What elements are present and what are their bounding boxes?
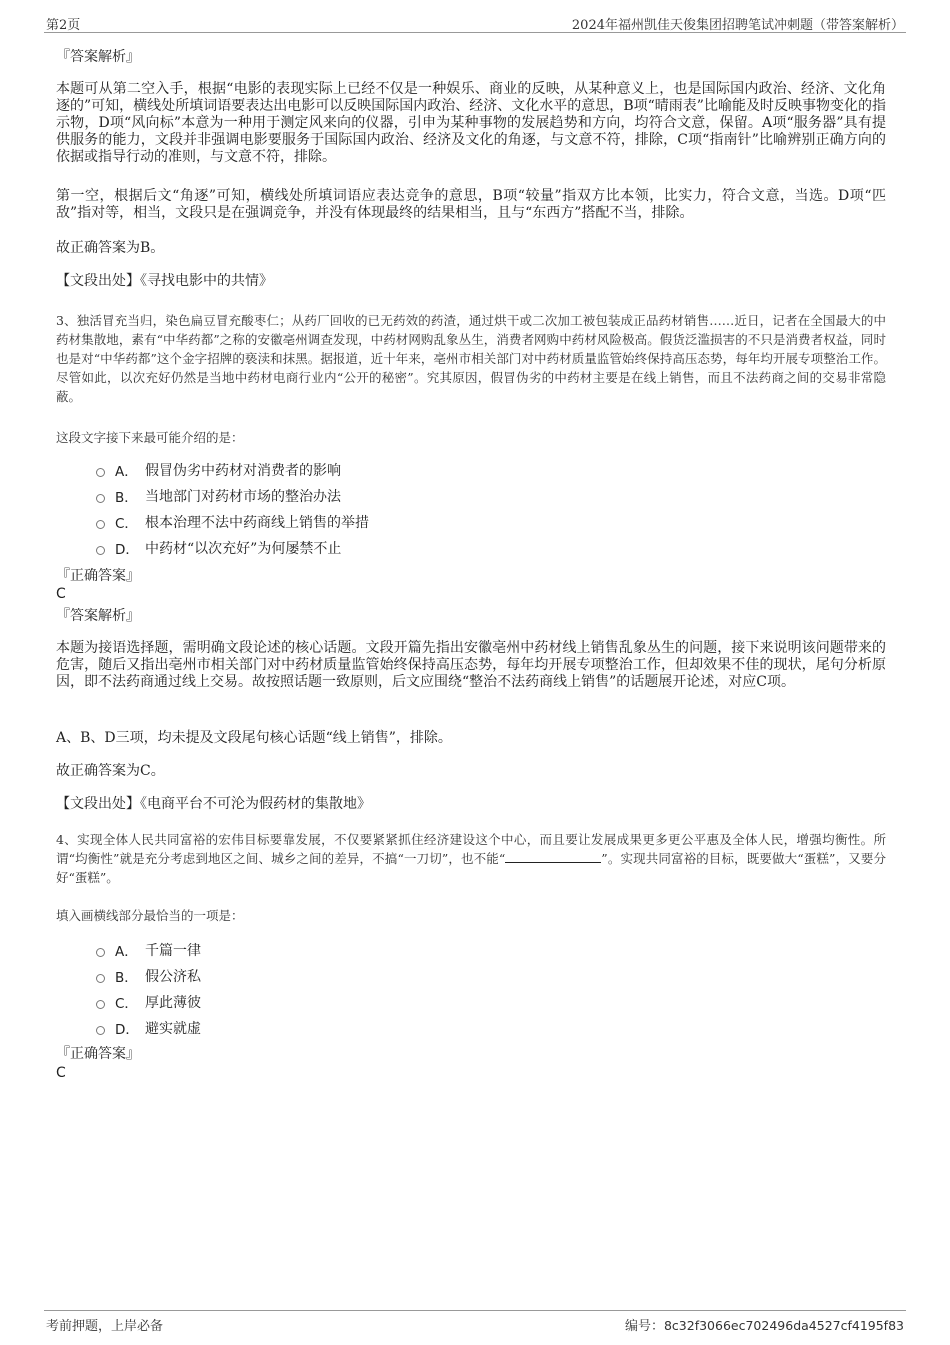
page-number: 第2页 [46, 18, 81, 33]
q4-option-a[interactable]: A． 千篇一律 [96, 937, 201, 963]
q4-stem: 4、实现全体人民共同富裕的宏伟目标要靠发展，不仅要紧紧抓住经济建设这个中心，而且要让发展成果更多更公平惠及全体人民，增强均衡性。所谓“均衡性”就是充分考虑到地区之间、城乡之间的差异，不搞“一刀切”，也不能“ ”。实现共同富裕的目标，既要做大“蛋糕”，又要分好“蛋糕”。 [56, 832, 886, 885]
q3-option-d[interactable]: D． 中药材“以次充好”为何屡禁不止 [96, 535, 369, 561]
radio-icon[interactable] [96, 974, 105, 983]
q2-analysis-paragraph-2: 第一空，根据后文“角逐”可知，横线处所填词语应表达竞争的意思，B项“较量”指双方比本领，比实力，符合文意，当选。D项“匹敌”指对等，相当，文段只是在强调竞争，并没有体现最终的结果相当，且与“东西方”搭配不当，排除。 [56, 188, 886, 221]
q2-source: 【文段出处】《寻找电影中的共情》 [56, 273, 273, 289]
document-title: 2024年福州凯佳天俊集团招聘笔试冲刺题（带答案解析） [571, 18, 904, 33]
q3-analysis-paragraph-1: 本题为接语选择题，需明确文段论述的核心话题。文段开篇先指出安徽亳州中药材线上销售乱象丛生的问题，接下来说明该问题带来的危害，随后又指出亳州市相关部门对中药材质量监管始终保持高压态势，每年均开展专项整治工作，但却效果不佳的现状，尾句分析原因，即不法药商通过线上交易。故按照话题一致原则，后文应围绕“整治不法药商线上销售”的话题展开论述，对应C项。 [56, 640, 886, 690]
page-footer [44, 1310, 906, 1333]
q3-conclusion: 故正确答案为C。 [56, 763, 165, 779]
q3-analysis-label: 『答案解析』 [56, 608, 140, 624]
q3-stem: 3、独活冒充当归，染色扁豆冒充酸枣仁；从药厂回收的已无药效的药渣，通过烘干或二次加工被包装成正品药材销售……近日，记者在全国最大的中药材集散地，素有“中华药都”之称的安徽亳州调查发现，中药材网购乱象丛生，消费者网购中药材风险极高。假货泛滥损害的不只是消费者权益，同时也是对“中华药都”这个金字招牌的亵渎和抹黑。据报道，近十年来，亳州市相关部门对中药材质量监管始终保持高压态势，每年均开展专项整治工作。尽管如此，以次充好仍然是当地中药材电商行业内“公开的秘密”。究其原因，假冒伪劣的中药材主要是在线上销售，而且不法药商之间的交易非常隐蔽。 [56, 313, 886, 404]
page-header [44, 12, 906, 33]
q4-option-b[interactable]: B． 假公济私 [96, 963, 201, 989]
radio-icon[interactable] [96, 1000, 105, 1009]
q4-prompt: 填入画横线部分最恰当的一项是： [56, 908, 244, 923]
q3-answer: C [56, 586, 66, 602]
radio-icon[interactable] [96, 494, 105, 503]
radio-icon[interactable] [96, 948, 105, 957]
q3-prompt: 这段文字接下来最可能介绍的是： [56, 430, 244, 445]
document-code: 编号：8c32f3066ec702496da4527cf4195f83 [624, 1318, 904, 1334]
radio-icon[interactable] [96, 520, 105, 529]
fill-in-blank [505, 850, 601, 863]
q2-analysis-label: 『答案解析』 [56, 49, 140, 65]
q3-option-b[interactable]: B． 当地部门对药材市场的整治办法 [96, 483, 369, 509]
q2-analysis-paragraph-1: 本题可从第二空入手，根据“电影的表现实际上已经不仅是一种娱乐、商业的反映，从某种意义上，也是国际国内政治、经济、文化角逐的”可知，横线处所填词语要表达出电影可以反映国际国内政治、经济、文化水平的意思，B项“晴雨表”比喻能及时反映事物变化的指示物，D项“风向标”本意为一种用于测定风来向的仪器，引申为某种事物的发展趋势和方向，均符合文意，保留。A项“服务器”具有提供服务的能力，文段并非强调电影要服务于国际国内政治、经济及文化的角逐，与文意不符，排除，C项“指南针”比喻辨别正确方向的依据或指导行动的准则，与文意不符，排除。 [56, 81, 886, 165]
q3-analysis-paragraph-2: A、B、D三项，均未提及文段尾句核心话题“线上销售”，排除。 [56, 730, 452, 746]
radio-icon[interactable] [96, 546, 105, 555]
q3-source: 【文段出处】《电商平台不可沦为假药材的集散地》 [56, 796, 371, 812]
q3-answer-label: 『正确答案』 [56, 568, 140, 584]
q4-option-c[interactable]: C． 厚此薄彼 [96, 989, 201, 1015]
q4-answer: C [56, 1065, 66, 1081]
radio-icon[interactable] [96, 468, 105, 477]
q4-answer-label: 『正确答案』 [56, 1046, 140, 1062]
q4-option-d[interactable]: D． 避实就虚 [96, 1015, 201, 1041]
q4-options [96, 937, 201, 1041]
q3-option-c[interactable]: C． 根本治理不法中药商线上销售的举措 [96, 509, 369, 535]
q3-options [96, 457, 369, 561]
q3-option-a[interactable]: A． 假冒伪劣中药材对消费者的影响 [96, 457, 369, 483]
footer-slogan: 考前押题，上岸必备 [46, 1319, 164, 1334]
q2-conclusion: 故正确答案为B。 [56, 240, 165, 256]
radio-icon[interactable] [96, 1026, 105, 1035]
